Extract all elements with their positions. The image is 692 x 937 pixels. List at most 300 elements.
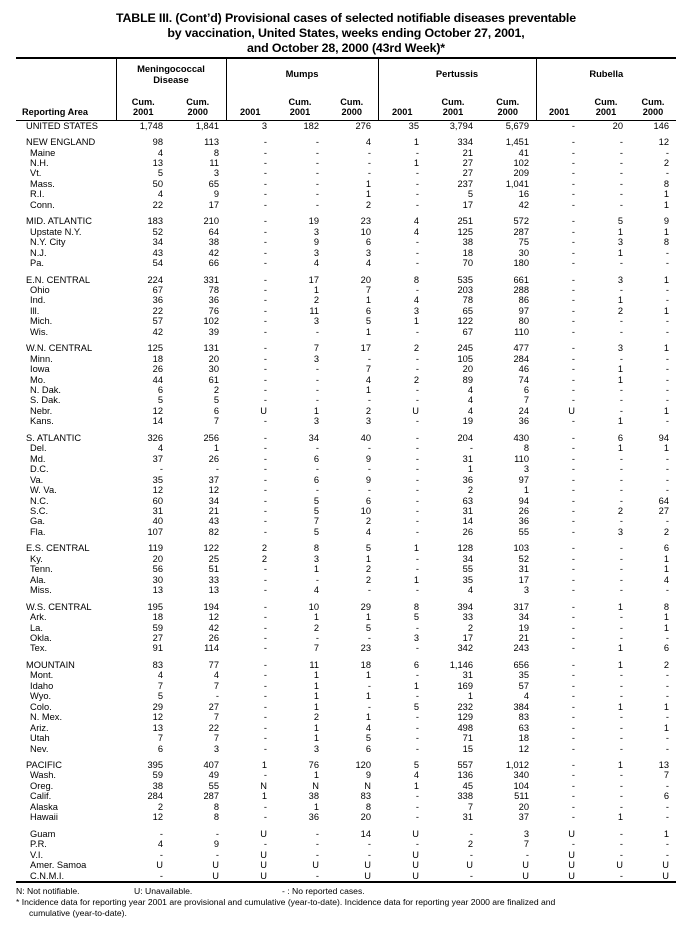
cell-rubella-cum-2001: - xyxy=(619,385,623,396)
cell-rubella-cum-2000: 1 xyxy=(663,199,669,210)
cell-pertussis-2001: 4 xyxy=(413,295,419,306)
cell-meningococcal-disease-cum-2001: 4 xyxy=(157,189,163,200)
cell-meningococcal-disease-cum-2001: 60 xyxy=(152,495,163,506)
cell-rubella-cum-2000: - xyxy=(665,464,669,475)
cell-mumps-2001: - xyxy=(263,443,267,454)
cell-meningococcal-disease-cum-2001: 44 xyxy=(152,374,163,385)
cell-mumps-cum-2000: 3 xyxy=(365,247,371,258)
cell-pertussis-cum-2000: 340 xyxy=(513,770,529,781)
cell-rubella-2001: - xyxy=(571,343,575,354)
cell-rubella-cum-2001: 3 xyxy=(617,274,623,285)
column-header-line1: Cum. xyxy=(594,97,618,108)
table-footer-rule xyxy=(16,882,676,883)
cell-pertussis-cum-2001: 334 xyxy=(457,137,473,148)
cell-rubella-2001: - xyxy=(571,691,575,702)
row-area-label: Mich. xyxy=(30,316,53,327)
cell-mumps-cum-2001: 1 xyxy=(313,701,319,712)
cell-mumps-cum-2000: 23 xyxy=(360,216,371,227)
table-row xyxy=(16,829,676,839)
cell-rubella-2001: - xyxy=(571,543,575,554)
cell-meningococcal-disease-cum-2001: 4 xyxy=(157,670,163,681)
row-area-label: Mo. xyxy=(30,374,46,385)
cell-meningococcal-disease-cum-2000: 38 xyxy=(208,237,219,248)
cell-rubella-2001: U xyxy=(568,849,575,860)
cell-mumps-cum-2001: 1 xyxy=(313,801,319,812)
cell-mumps-cum-2000: 7 xyxy=(365,284,371,295)
cell-meningococcal-disease-cum-2000: 122 xyxy=(203,543,219,554)
cell-rubella-cum-2000: 1 xyxy=(663,701,669,712)
cell-pertussis-cum-2001: 125 xyxy=(457,226,473,237)
row-area-label: Vt. xyxy=(30,168,42,179)
cell-pertussis-cum-2000: U xyxy=(522,870,529,881)
cell-mumps-cum-2000: 4 xyxy=(365,526,371,537)
cell-mumps-cum-2000: 3 xyxy=(365,416,371,427)
cell-mumps-cum-2001: 2 xyxy=(313,712,319,723)
cell-mumps-2001: - xyxy=(263,395,267,406)
title-line-2: by vaccination, United States, weeks ending October 27, 2001, xyxy=(167,26,525,41)
cell-pertussis-cum-2000: 7 xyxy=(523,839,529,850)
row-area-label: Va. xyxy=(30,474,44,485)
cell-pertussis-cum-2000: 18 xyxy=(518,733,529,744)
cell-pertussis-cum-2001: 31 xyxy=(462,453,473,464)
cell-rubella-2001: U xyxy=(568,860,575,871)
cell-pertussis-cum-2000: 1,012 xyxy=(505,759,529,770)
cell-rubella-cum-2001: U xyxy=(616,860,623,871)
column-header-line2: 2000 xyxy=(642,107,664,118)
cell-meningococcal-disease-cum-2001: 7 xyxy=(157,733,163,744)
table-row xyxy=(16,464,676,474)
cell-meningococcal-disease-cum-2001: 67 xyxy=(152,284,163,295)
cell-mumps-2001: - xyxy=(263,147,267,158)
cell-mumps-2001: - xyxy=(263,216,267,227)
cell-rubella-2001: - xyxy=(571,812,575,823)
cell-pertussis-cum-2001: - xyxy=(469,870,473,881)
cell-rubella-2001: - xyxy=(571,226,575,237)
cell-rubella-2001: U xyxy=(568,870,575,881)
cell-meningococcal-disease-cum-2000: 113 xyxy=(204,137,219,148)
group-header-label: Rubella xyxy=(589,68,624,80)
table-row xyxy=(16,237,676,247)
cell-rubella-cum-2001: - xyxy=(619,770,623,781)
cell-pertussis-cum-2000: 41 xyxy=(518,147,529,158)
cell-mumps-cum-2000: 1 xyxy=(365,295,371,306)
cell-meningococcal-disease-cum-2000: 102 xyxy=(203,316,219,327)
cell-mumps-2001: - xyxy=(263,485,267,496)
cell-rubella-cum-2000: 1 xyxy=(663,343,669,354)
cell-rubella-2001: - xyxy=(571,137,575,148)
cell-mumps-cum-2000: 29 xyxy=(360,601,371,612)
cell-meningococcal-disease-cum-2001: 50 xyxy=(152,178,163,189)
cell-pertussis-cum-2001: 251 xyxy=(457,216,473,227)
cell-mumps-cum-2001: 1 xyxy=(313,405,319,416)
cell-mumps-cum-2000: 6 xyxy=(365,237,371,248)
cell-mumps-cum-2000: 9 xyxy=(365,770,371,781)
row-area-label: PACIFIC xyxy=(26,759,62,770)
cell-meningococcal-disease-cum-2001: - xyxy=(159,828,163,839)
cell-mumps-2001: - xyxy=(263,670,267,681)
column-header-line1 xyxy=(227,97,275,107)
table-row xyxy=(16,702,676,712)
cell-mumps-cum-2000: - xyxy=(367,839,371,850)
cell-meningococcal-disease-cum-2001: 83 xyxy=(152,659,163,670)
cell-pertussis-cum-2001: 203 xyxy=(457,284,473,295)
group-header-label: Meningococcal xyxy=(137,63,205,75)
cell-rubella-cum-2000: 146 xyxy=(653,120,669,131)
cell-mumps-cum-2001: - xyxy=(315,870,319,881)
cell-pertussis-cum-2001: - xyxy=(469,849,473,860)
cell-meningococcal-disease-cum-2000: 66 xyxy=(208,258,219,269)
cell-meningococcal-disease-cum-2001: U xyxy=(156,860,163,871)
cell-pertussis-cum-2000: 97 xyxy=(518,305,529,316)
table-row xyxy=(16,733,676,743)
cell-rubella-cum-2000: - xyxy=(665,247,669,258)
cell-mumps-cum-2000: - xyxy=(367,464,371,475)
cell-pertussis-cum-2001: 557 xyxy=(457,759,473,770)
row-area-label: P.R. xyxy=(30,839,47,850)
cell-rubella-cum-2001: - xyxy=(619,464,623,475)
cell-pertussis-cum-2001: 1,146 xyxy=(449,659,473,670)
column-header-line2: 2001 xyxy=(595,107,617,118)
rule-bottom xyxy=(16,882,676,883)
cell-mumps-2001: 1 xyxy=(261,759,267,770)
cell-pertussis-cum-2001: 63 xyxy=(462,495,473,506)
cell-mumps-cum-2000: 5 xyxy=(365,316,371,327)
legend-no-reported-cases: - : No reported cases. xyxy=(282,885,365,896)
cell-pertussis-2001: 5 xyxy=(413,701,419,712)
row-area-label: Maine xyxy=(30,147,56,158)
cell-pertussis-cum-2000: 3 xyxy=(523,464,529,475)
cell-mumps-2001: - xyxy=(263,237,267,248)
row-area-label: S. Dak. xyxy=(30,395,61,406)
cell-rubella-2001: - xyxy=(571,432,575,443)
cell-meningococcal-disease-cum-2000: 65 xyxy=(208,178,219,189)
cell-pertussis-cum-2000: 55 xyxy=(518,526,529,537)
cell-rubella-cum-2001: - xyxy=(619,258,623,269)
table-row xyxy=(16,681,676,691)
cell-rubella-2001: - xyxy=(571,295,575,306)
cell-rubella-cum-2000: 12 xyxy=(658,137,669,148)
cell-rubella-cum-2001: - xyxy=(619,564,623,575)
cell-mumps-cum-2001: 1 xyxy=(313,670,319,681)
cell-meningococcal-disease-cum-2001: - xyxy=(159,849,163,860)
table-row xyxy=(16,871,676,882)
cell-rubella-cum-2001: - xyxy=(619,691,623,702)
cell-mumps-cum-2001: 34 xyxy=(308,432,319,443)
cell-rubella-2001: - xyxy=(571,326,575,337)
cell-mumps-cum-2000: 2 xyxy=(365,564,371,575)
cell-pertussis-2001: - xyxy=(415,839,419,850)
cell-pertussis-2001: 1 xyxy=(413,543,419,554)
row-area-label: Ga. xyxy=(30,516,45,527)
cell-pertussis-2001: - xyxy=(415,432,419,443)
cell-rubella-cum-2000: 1 xyxy=(663,226,669,237)
group-header-pertussis xyxy=(378,59,536,92)
cell-pertussis-2001: 1 xyxy=(413,157,419,168)
cell-pertussis-2001: - xyxy=(415,284,419,295)
cell-rubella-2001: - xyxy=(571,553,575,564)
cell-rubella-cum-2000: 9 xyxy=(663,216,669,227)
cell-meningococcal-disease-cum-2001: 29 xyxy=(152,701,163,712)
cell-pertussis-cum-2001: 2 xyxy=(467,485,473,496)
cell-meningococcal-disease-cum-2001: 183 xyxy=(147,216,163,227)
cell-rubella-2001: - xyxy=(571,178,575,189)
cell-mumps-cum-2000: 1 xyxy=(365,691,371,702)
cell-rubella-2001: - xyxy=(571,495,575,506)
cell-mumps-2001: - xyxy=(263,585,267,596)
cell-mumps-cum-2000: 6 xyxy=(365,743,371,754)
data-rows xyxy=(16,121,676,882)
row-area-label: Alaska xyxy=(30,801,58,812)
row-area-label: MOUNTAIN xyxy=(26,659,75,670)
cell-mumps-cum-2000: 4 xyxy=(365,722,371,733)
cell-pertussis-cum-2001: 4 xyxy=(467,385,473,396)
cell-pertussis-cum-2001: 26 xyxy=(462,526,473,537)
cell-pertussis-2001: - xyxy=(415,506,419,517)
cell-mumps-2001: U xyxy=(260,828,267,839)
cell-meningococcal-disease-cum-2000: 407 xyxy=(203,759,219,770)
cell-mumps-2001: U xyxy=(260,849,267,860)
cell-pertussis-2001: 4 xyxy=(413,226,419,237)
row-area-label: Amer. Samoa xyxy=(30,860,87,871)
cell-rubella-cum-2001: - xyxy=(619,543,623,554)
cell-pertussis-cum-2001: 136 xyxy=(457,770,473,781)
cell-mumps-cum-2001: - xyxy=(315,199,319,210)
cell-meningococcal-disease-cum-2000: 55 xyxy=(208,780,219,791)
cell-pertussis-cum-2000: 46 xyxy=(518,364,529,375)
column-header-2001 xyxy=(378,92,426,121)
table-row xyxy=(16,712,676,722)
cell-mumps-cum-2000: 18 xyxy=(360,659,371,670)
row-area-label: N.Y. City xyxy=(30,237,66,248)
cell-mumps-cum-2001: 3 xyxy=(313,553,319,564)
cell-mumps-cum-2001: 5 xyxy=(313,506,319,517)
cell-mumps-cum-2001: - xyxy=(315,443,319,454)
cell-meningococcal-disease-cum-2001: 284 xyxy=(147,791,163,802)
cell-pertussis-2001: - xyxy=(415,464,419,475)
cell-mumps-cum-2001: 4 xyxy=(313,585,319,596)
cell-mumps-cum-2000: - xyxy=(367,485,371,496)
cell-pertussis-cum-2001: 19 xyxy=(462,416,473,427)
cell-meningococcal-disease-cum-2000: 9 xyxy=(213,189,219,200)
cell-pertussis-cum-2001: 70 xyxy=(462,258,473,269)
cell-meningococcal-disease-cum-2001: 31 xyxy=(152,506,163,517)
cell-mumps-2001: - xyxy=(263,612,267,623)
cell-rubella-cum-2000: 1 xyxy=(663,405,669,416)
cell-mumps-2001: - xyxy=(263,305,267,316)
cell-pertussis-cum-2000: 35 xyxy=(518,670,529,681)
table-row xyxy=(16,623,676,633)
cell-pertussis-cum-2001: 35 xyxy=(462,574,473,585)
cell-mumps-2001: - xyxy=(263,712,267,723)
cell-meningococcal-disease-cum-2000: - xyxy=(215,849,219,860)
cell-pertussis-cum-2000: 83 xyxy=(518,712,529,723)
table-row xyxy=(16,137,676,147)
cell-mumps-2001: - xyxy=(263,622,267,633)
cell-rubella-cum-2001: - xyxy=(619,168,623,179)
row-area-label: Idaho xyxy=(30,680,54,691)
cell-rubella-cum-2000: - xyxy=(665,743,669,754)
cell-pertussis-cum-2000: 656 xyxy=(513,659,529,670)
cell-rubella-cum-2000: 1 xyxy=(663,622,669,633)
cell-rubella-cum-2000: - xyxy=(665,395,669,406)
cell-pertussis-cum-2001: 204 xyxy=(457,432,473,443)
cell-meningococcal-disease-cum-2000: 42 xyxy=(208,247,219,258)
cell-meningococcal-disease-cum-2001: 12 xyxy=(152,485,163,496)
cell-rubella-cum-2001: - xyxy=(619,316,623,327)
cell-rubella-2001: - xyxy=(571,791,575,802)
cell-rubella-cum-2000: 6 xyxy=(663,791,669,802)
cell-pertussis-cum-2001: - xyxy=(469,828,473,839)
cell-pertussis-cum-2001: 4 xyxy=(467,395,473,406)
cell-mumps-cum-2000: 276 xyxy=(355,120,371,131)
cell-mumps-cum-2000: 17 xyxy=(360,343,371,354)
row-area-label: W.S. CENTRAL xyxy=(26,601,92,612)
cell-rubella-cum-2000: 8 xyxy=(663,237,669,248)
cell-mumps-cum-2001: 38 xyxy=(308,791,319,802)
cell-pertussis-cum-2001: 27 xyxy=(462,157,473,168)
cell-rubella-cum-2001: - xyxy=(619,326,623,337)
cell-mumps-cum-2000: 9 xyxy=(365,474,371,485)
column-header-line1: Cum. xyxy=(441,97,465,108)
column-header-reporting-area: Reporting Area xyxy=(22,107,89,118)
legend-row xyxy=(16,886,676,896)
cell-mumps-cum-2000: 1 xyxy=(365,553,371,564)
cell-mumps-cum-2000: - xyxy=(367,147,371,158)
cell-mumps-cum-2000: 1 xyxy=(365,670,371,681)
cell-pertussis-2001: - xyxy=(415,743,419,754)
cell-meningococcal-disease-cum-2000: 49 xyxy=(208,770,219,781)
cell-mumps-cum-2000: 2 xyxy=(365,516,371,527)
cell-pertussis-2001: - xyxy=(415,585,419,596)
column-header-line2: 2001 xyxy=(392,107,413,118)
cell-mumps-cum-2001: 182 xyxy=(303,120,319,131)
cell-mumps-cum-2000: 10 xyxy=(360,506,371,517)
cell-pertussis-2001: - xyxy=(415,791,419,802)
table-row xyxy=(16,454,676,464)
cell-mumps-cum-2001: 7 xyxy=(313,343,319,354)
cell-pertussis-cum-2000: 57 xyxy=(518,680,529,691)
cell-mumps-cum-2001: 3 xyxy=(313,353,319,364)
cell-rubella-cum-2000: 27 xyxy=(658,506,669,517)
row-area-label: R.I. xyxy=(30,189,45,200)
cell-mumps-2001: - xyxy=(263,633,267,643)
cell-rubella-cum-2000: 1 xyxy=(663,828,669,839)
cell-mumps-2001: - xyxy=(263,680,267,691)
cell-rubella-2001: - xyxy=(571,712,575,723)
cell-meningococcal-disease-cum-2001: 6 xyxy=(157,385,163,396)
table-row xyxy=(16,812,676,822)
row-area-label: S.C. xyxy=(30,506,49,517)
cell-mumps-cum-2000: 23 xyxy=(360,643,371,654)
cell-pertussis-2001: - xyxy=(415,622,419,633)
row-area-label: Colo. xyxy=(30,701,52,712)
table-row xyxy=(16,543,676,553)
cell-mumps-cum-2001: 8 xyxy=(313,543,319,554)
cell-meningococcal-disease-cum-2001: 36 xyxy=(152,295,163,306)
cell-rubella-cum-2001: 1 xyxy=(617,759,623,770)
cell-mumps-2001: - xyxy=(263,453,267,464)
notifiable-diseases-table xyxy=(16,57,676,883)
cell-rubella-cum-2001: 1 xyxy=(617,643,623,654)
cell-pertussis-cum-2001: 7 xyxy=(467,801,473,812)
row-area-label: Wash. xyxy=(30,770,57,781)
cell-meningococcal-disease-cum-2000: 11 xyxy=(209,157,219,168)
cell-meningococcal-disease-cum-2000: - xyxy=(215,691,219,702)
cell-meningococcal-disease-cum-2000: 43 xyxy=(208,516,219,527)
cell-pertussis-cum-2001: 3,794 xyxy=(449,120,473,131)
cell-pertussis-2001: 5 xyxy=(413,612,419,623)
cell-rubella-cum-2001: 1 xyxy=(617,416,623,427)
cell-rubella-cum-2001: - xyxy=(619,722,623,733)
cell-rubella-cum-2001: - xyxy=(619,395,623,406)
cell-rubella-2001: - xyxy=(571,801,575,812)
table-row xyxy=(16,643,676,653)
cell-mumps-2001: - xyxy=(263,178,267,189)
cell-meningococcal-disease-cum-2000: 6 xyxy=(213,405,219,416)
cell-rubella-2001: - xyxy=(571,574,575,585)
cell-pertussis-cum-2000: 19 xyxy=(518,622,529,633)
cell-mumps-2001: - xyxy=(263,295,267,306)
cell-pertussis-cum-2000: 26 xyxy=(518,506,529,517)
row-area-label: Ala. xyxy=(30,574,47,585)
cell-pertussis-2001: 2 xyxy=(413,374,419,385)
cell-rubella-cum-2001: 1 xyxy=(617,701,623,712)
table-row xyxy=(16,433,676,443)
cell-rubella-cum-2001: - xyxy=(619,670,623,681)
cell-pertussis-cum-2001: 67 xyxy=(462,326,473,337)
cell-meningococcal-disease-cum-2001: 12 xyxy=(152,405,163,416)
cell-mumps-2001: - xyxy=(263,189,267,200)
cell-meningococcal-disease-cum-2001: 14 xyxy=(152,416,163,427)
cell-pertussis-2001: - xyxy=(415,516,419,527)
cell-mumps-2001: 2 xyxy=(261,543,267,554)
cell-rubella-cum-2000: - xyxy=(665,316,669,327)
cell-rubella-2001: - xyxy=(571,199,575,210)
cell-mumps-cum-2001: - xyxy=(315,178,319,189)
table-row xyxy=(16,670,676,680)
cell-rubella-2001: - xyxy=(571,722,575,733)
cell-mumps-cum-2000: - xyxy=(367,585,371,596)
cell-pertussis-2001: - xyxy=(415,353,419,364)
cell-pertussis-2001: 3 xyxy=(413,633,419,643)
cell-pertussis-cum-2000: 80 xyxy=(518,316,529,327)
row-area-label: Tex. xyxy=(30,643,48,654)
cell-mumps-cum-2001: 11 xyxy=(309,305,319,316)
cell-meningococcal-disease-cum-2001: 5 xyxy=(157,691,163,702)
cell-pertussis-cum-2001: 1 xyxy=(467,464,473,475)
cell-mumps-cum-2000: 9 xyxy=(365,453,371,464)
row-area-label: Tenn. xyxy=(30,564,53,575)
cell-rubella-cum-2001: 1 xyxy=(617,601,623,612)
cell-rubella-cum-2001: - xyxy=(619,585,623,596)
table-row xyxy=(16,343,676,353)
cell-mumps-cum-2000: 8 xyxy=(365,801,371,812)
cell-mumps-2001: - xyxy=(263,226,267,237)
cell-mumps-2001: - xyxy=(263,506,267,517)
cell-rubella-2001: - xyxy=(571,374,575,385)
cell-meningococcal-disease-cum-2000: - xyxy=(215,828,219,839)
cell-mumps-2001: - xyxy=(263,743,267,754)
column-header-cum-2001 xyxy=(582,92,630,121)
cell-rubella-2001: - xyxy=(571,733,575,744)
cell-mumps-cum-2001: 1 xyxy=(313,564,319,575)
table-row xyxy=(16,385,676,395)
cell-pertussis-cum-2001: 169 xyxy=(457,680,473,691)
cell-mumps-cum-2001: - xyxy=(315,839,319,850)
cell-meningococcal-disease-cum-2001: 13 xyxy=(152,157,163,168)
cell-rubella-cum-2001: - xyxy=(619,199,623,210)
cell-rubella-cum-2001: - xyxy=(619,680,623,691)
